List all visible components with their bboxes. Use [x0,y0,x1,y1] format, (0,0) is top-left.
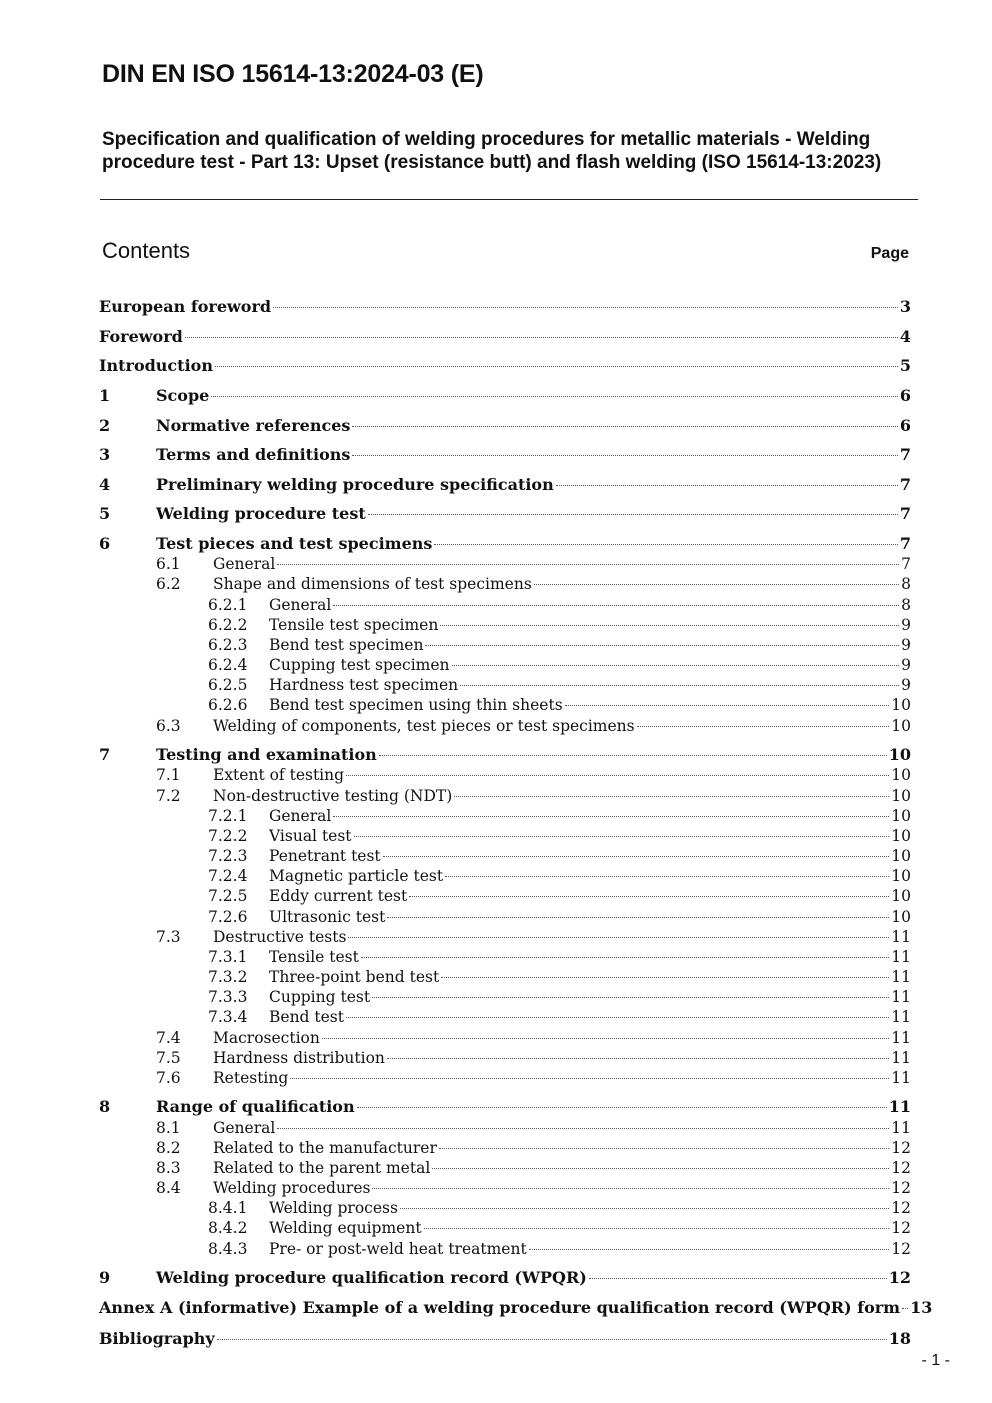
toc-dot-leader [217,1339,887,1340]
toc-entry-label: Welding procedures [213,1179,371,1197]
toc-entry-page: 10 [888,745,911,764]
toc-dot-leader [357,1107,887,1108]
toc-dot-leader [372,1188,889,1189]
toc-entry-page: 7 [901,555,911,573]
toc-entry[interactable] [99,1268,911,1288]
toc-entry[interactable] [99,1097,911,1117]
toc-entry-label: Penetrant test [269,847,381,865]
toc-entry-page: 12 [891,1219,911,1237]
toc-entry-label: Welding procedure qualification record (WPQR) [156,1268,587,1287]
toc-dot-leader [387,1058,889,1059]
toc-entry-number: 8.2 [156,1139,181,1157]
toc-entry[interactable] [99,297,911,317]
contents-heading: Contents [102,238,191,263]
toc-entry[interactable] [99,886,911,906]
toc-entry-number: 6.2.5 [208,676,248,694]
toc-entry-number: 6.2.3 [208,636,248,654]
toc-entry[interactable] [99,967,911,987]
toc-entry-number: 1 [99,386,111,405]
toc-entry-label: Foreword [99,327,183,346]
toc-entry-page: 6 [899,386,911,405]
toc-entry-number: 7.2 [156,787,181,805]
toc-entry[interactable] [99,1218,911,1238]
toc-entry-page: 10 [891,787,911,805]
toc-dot-leader [434,544,897,545]
toc-entry[interactable] [99,1178,911,1198]
toc-entry-number: 7.2.1 [208,807,248,825]
toc-entry[interactable] [99,1048,911,1068]
toc-dot-leader [185,337,898,338]
toc-entry-page: 10 [891,847,911,865]
toc-entry[interactable] [99,846,911,866]
toc-dot-leader [290,1078,889,1079]
toc-entry[interactable] [99,1118,911,1138]
toc-entry-label: Tensile test specimen [269,616,439,634]
toc-dot-leader [352,455,897,456]
toc-entry[interactable] [99,386,911,406]
toc-entry[interactable] [99,695,911,715]
toc-dot-leader [452,665,900,666]
toc-entry-number: 7.2.6 [208,908,248,926]
toc-entry[interactable] [99,445,911,465]
toc-entry-label: Bibliography [99,1329,215,1348]
toc-entry[interactable] [99,327,911,347]
toc-dot-leader [589,1278,887,1279]
toc-entry-label: Magnetic particle test [269,867,444,885]
toc-entry-page: 12 [891,1240,911,1258]
toc-entry-page: 11 [891,988,911,1006]
toc-entry-page: 6 [899,416,911,435]
toc-dot-leader [211,396,898,397]
toc-entry-label: Terms and definitions [156,445,351,464]
toc-entry[interactable] [99,475,911,495]
toc-entry-label: Cupping test [269,988,371,1006]
toc-entry[interactable] [99,595,911,615]
toc-entry-label: Hardness test specimen [269,676,459,694]
toc-entry-page: 9 [901,656,911,674]
toc-entry-page: 12 [891,1139,911,1157]
toc-entry-number: 6.3 [156,717,181,735]
toc-entry[interactable] [99,1138,911,1158]
toc-entry-number: 8.1 [156,1119,181,1137]
toc-entry-page: 11 [891,968,911,986]
toc-entry-page: 10 [891,766,911,784]
page-column-label: Page [870,245,909,262]
toc-entry-label: Ultrasonic test [269,908,386,926]
toc-dot-leader [346,1017,889,1018]
toc-entry[interactable] [99,574,911,594]
toc-entry-label: Welding equipment [269,1219,422,1237]
toc-entry[interactable] [99,786,911,806]
toc-entry-page: 10 [891,867,911,885]
toc-entry-page: 12 [891,1179,911,1197]
toc-entry[interactable] [99,635,911,655]
toc-entry-number: 7 [99,745,111,764]
toc-dot-leader [425,645,899,646]
toc-dot-leader [273,307,898,308]
toc-entry-label: Bend test specimen [269,636,424,654]
toc-entry-page: 8 [901,596,911,614]
toc-dot-leader [346,775,889,776]
toc-entry-number: 8.4.1 [208,1199,248,1217]
toc-entry-number: 7.1 [156,766,181,784]
toc-entry-page: 11 [891,1069,911,1087]
toc-entry-number: 6.1 [156,555,181,573]
toc-entry-label: Bend test specimen using thin sheets [269,696,563,714]
toc-entry-label: Retesting [213,1069,289,1087]
toc-entry-number: 7.3.3 [208,988,248,1006]
toc-entry-label: European foreword [99,297,272,316]
toc-entry-label: Non-destructive testing (NDT) [213,787,453,805]
toc-entry-label: Testing and examination [156,745,377,764]
toc-entry-number: 7.3.1 [208,948,248,966]
toc-entry[interactable] [99,806,911,826]
toc-entry-page: 7 [899,445,911,464]
toc-entry-number: 7.2.4 [208,867,248,885]
toc-entry-label: Range of qualification [156,1097,355,1116]
toc-dot-leader [322,1038,889,1039]
toc-dot-leader [440,625,899,626]
toc-dot-leader [354,836,890,837]
toc-entry[interactable] [99,1329,911,1349]
page-number: - 1 - [921,1352,950,1369]
toc-entry[interactable] [99,1028,911,1048]
toc-entry-page: 12 [891,1199,911,1217]
toc-dot-leader [556,485,898,486]
toc-entry-page: 11 [891,1008,911,1026]
toc-entry-label: Tensile test [269,948,359,966]
toc-entry-number: 4 [99,475,111,494]
toc-dot-leader [460,685,899,686]
toc-entry-number: 3 [99,445,111,464]
toc-dot-leader [215,366,898,367]
toc-entry[interactable] [99,765,911,785]
toc-entry[interactable] [99,1158,911,1178]
toc-entry[interactable] [99,1298,933,1318]
toc-entry[interactable] [99,675,911,695]
toc-dot-leader [387,917,889,918]
toc-dot-leader [348,937,889,938]
toc-entry-number: 7.2.2 [208,827,248,845]
toc-entry-number: 7.5 [156,1049,181,1067]
toc-entry-label: Bend test [269,1008,344,1026]
toc-entry-number: 7.6 [156,1069,181,1087]
toc-dot-leader [400,1208,889,1209]
toc-entry[interactable] [99,745,911,765]
toc-entry[interactable] [99,655,911,675]
toc-dot-leader [439,1148,889,1149]
document-subtitle: Specification and qualification of welding procedures for metallic materials - Welding procedure test - Part 13: Upset (resistance butt) and flash welding (ISO 15614-13:2023) [102,129,882,173]
toc-entry-number: 8.3 [156,1159,181,1177]
toc-dot-leader [379,755,887,756]
toc-dot-leader [902,1308,908,1309]
toc-entry-number: 7.3 [156,928,181,946]
toc-entry-label: Introduction [99,356,213,375]
toc-entry-number: 7.4 [156,1029,181,1047]
toc-entry[interactable] [99,1007,911,1027]
toc-entry-label: General [269,596,332,614]
toc-entry[interactable] [99,356,911,376]
toc-entry-label: Welding of components, test pieces or test specimens [213,717,635,735]
toc-entry[interactable] [99,826,911,846]
toc-entry-label: Visual test [269,827,352,845]
toc-entry-number: 7.3.2 [208,968,248,986]
toc-dot-leader [361,957,889,958]
toc-entry-page: 13 [910,1298,933,1317]
toc-dot-leader [277,1128,889,1129]
toc-entry-label: Welding procedure test [156,504,366,523]
toc-entry[interactable] [99,554,911,574]
toc-entry-label: Preliminary welding procedure specification [156,475,554,494]
toc-dot-leader [333,605,899,606]
toc-entry-page: 5 [899,356,911,375]
toc-entry-number: 6.2.4 [208,656,248,674]
toc-entry-label: Eddy current test [269,887,408,905]
toc-entry-page: 10 [891,887,911,905]
toc-entry-page: 12 [888,1268,911,1287]
toc-entry-page: 4 [899,327,911,346]
toc-entry[interactable] [99,907,911,927]
document-title: DIN EN ISO 15614-13:2024-03 (E) [102,60,484,88]
toc-entry-page: 18 [888,1329,911,1348]
toc-entry[interactable] [99,716,911,736]
toc-entry-label: General [269,807,332,825]
toc-entry[interactable] [99,1068,911,1088]
toc-dot-leader [454,796,889,797]
toc-entry-number: 8.4.2 [208,1219,248,1237]
toc-entry-label: Shape and dimensions of test specimens [213,575,532,593]
toc-entry-label: Scope [156,386,210,405]
toc-entry-number: 8 [99,1097,111,1116]
toc-entry-label: Hardness distribution [213,1049,385,1067]
toc-entry-page: 10 [891,807,911,825]
toc-entry-page: 8 [901,575,911,593]
toc-dot-leader [333,816,889,817]
toc-dot-leader [637,726,890,727]
toc-dot-leader [352,426,897,427]
toc-entry-number: 8.4.3 [208,1240,248,1258]
toc-entry-page: 10 [891,696,911,714]
toc-entry-label: Normative references [156,416,351,435]
title-divider [100,199,918,200]
toc-entry-number: 7.2.3 [208,847,248,865]
toc-entry-label: Pre- or post-weld heat treatment [269,1240,527,1258]
toc-entry[interactable] [99,1239,911,1259]
toc-entry-page: 7 [899,475,911,494]
toc-entry-page: 11 [891,1049,911,1067]
toc-entry-number: 7.3.4 [208,1008,248,1026]
toc-entry-label: Cupping test specimen [269,656,450,674]
toc-entry-label: Annex A (informative) Example of a welding procedure qualification record (WPQR) form [99,1298,901,1317]
toc-entry-page: 7 [899,534,911,553]
toc-entry[interactable] [99,615,911,635]
toc-entry-page: 11 [891,1119,911,1137]
toc-entry-number: 6 [99,534,111,553]
toc-entry[interactable] [99,987,911,1007]
toc-dot-leader [432,1168,889,1169]
toc-dot-leader [441,977,889,978]
toc-entry[interactable] [99,504,911,524]
toc-dot-leader [368,514,898,515]
toc-entry-label: Destructive tests [213,928,347,946]
toc-entry[interactable] [99,1198,911,1218]
toc-entry-label: Extent of testing [213,766,345,784]
toc-dot-leader [565,705,890,706]
toc-entry-page: 12 [891,1159,911,1177]
toc-entry-page: 11 [891,948,911,966]
toc-entry-label: Three-point bend test [269,968,440,986]
toc-entry-page: 10 [891,717,911,735]
toc-dot-leader [409,896,889,897]
toc-dot-leader [424,1228,890,1229]
toc-entry-label: Macrosection [213,1029,320,1047]
toc-entry-number: 6.2.6 [208,696,248,714]
toc-dot-leader [277,564,899,565]
toc-entry-number: 8.4 [156,1179,181,1197]
toc-entry-number: 2 [99,416,111,435]
toc-entry-label: General [213,555,276,573]
toc-entry-label: Welding process [269,1199,398,1217]
toc-dot-leader [372,997,889,998]
toc-entry-page: 10 [891,908,911,926]
toc-entry[interactable] [99,416,911,436]
toc-entry-page: 9 [901,616,911,634]
toc-dot-leader [534,584,899,585]
toc-entry[interactable] [99,534,911,554]
toc-entry-number: 6.2.2 [208,616,248,634]
toc-entry-label: Related to the manufacturer [213,1139,437,1157]
toc-dot-leader [529,1249,890,1250]
toc-entry-page: 3 [899,297,911,316]
toc-entry-label: Test pieces and test specimens [156,534,433,553]
toc-entry-page: 11 [888,1097,911,1116]
toc-dot-leader [445,876,889,877]
toc-entry-page: 10 [891,827,911,845]
toc-entry-number: 5 [99,504,111,523]
toc-entry-number: 6.2 [156,575,181,593]
toc-entry-page: 11 [891,928,911,946]
toc-entry[interactable] [99,947,911,967]
toc-entry[interactable] [99,927,911,947]
toc-dot-leader [383,856,890,857]
toc-entry-page: 7 [899,504,911,523]
toc-entry-number: 6.2.1 [208,596,248,614]
toc-entry-number: 7.2.5 [208,887,248,905]
toc-entry-label: General [213,1119,276,1137]
toc-entry-label: Related to the parent metal [213,1159,431,1177]
toc-entry[interactable] [99,866,911,886]
toc-entry-page: 9 [901,676,911,694]
toc-entry-number: 9 [99,1268,111,1287]
toc-entry-page: 9 [901,636,911,654]
toc-entry-page: 11 [891,1029,911,1047]
